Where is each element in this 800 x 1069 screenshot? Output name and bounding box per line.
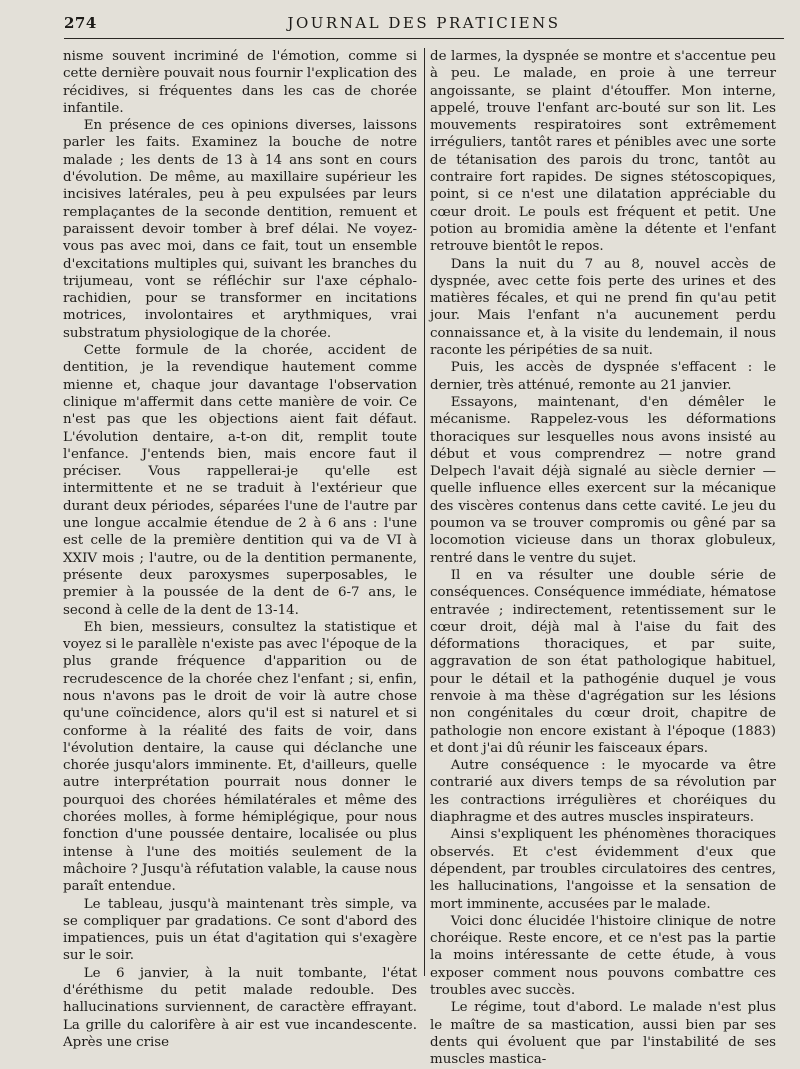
- paragraph: Ainsi s'expliquent les phénomènes thoraciques observés. Et c'est évidemment d'eux que dépendent, par troubles circulatoires des centres, les hallucinations, l'angoisse et la sensation de mort imminente, accusées par le malade.: [430, 827, 776, 912]
- paragraph: Le régime, tout d'abord. Le malade n'est plus le maître de sa mastication, aussi bien par ses dents qui évoluent que par l'instabilité de ses muscles mastica-: [430, 1000, 776, 1068]
- right-column: [430, 48, 776, 1068]
- paragraph: Il en va résulter une double série de conséquences. Conséquence immédiate, hématose entravée ; indirectement, retentissement sur le cœur droit, déjà mal à l'aise du fait des déformations thoraciques, et par suite, aggravation de son état pathologique habituel, pour le détail et la pathogénie duquel je vous renvoie à ma thèse d'agrégation sur les lésions non congénitales du cœur droit, chapitre de pathologie non encore existant à l'époque (1883) et dont j'ai dû réunir les faisceaux épars.: [430, 567, 776, 756]
- paragraph: Dans la nuit du 7 au 8, nouvel accès de dyspnée, avec cette fois perte des urines et des matières fécales, et qui ne prend fin qu'au petit jour. Mais l'enfant n'a aucunement perdu connaissance et, à la visite du lendemain, il nous raconte les péripéties de sa nuit.: [430, 256, 776, 359]
- paragraph: Essayons, maintenant, d'en démêler le mécanisme. Rappelez-vous les déformations thoraciques sur lesquelles nous avons insisté au début et vous comprendrez — notre grand Delpech l'avait déjà signalé au siècle dernier — quelle influence elles exercent sur la mécanique des viscères contenus dans cette cavité. Le jeu du poumon va se trouver compromis ou gêné par sa locomotion vicieuse dans un thorax globuleux, rentré dans le ventre du sujet.: [430, 394, 776, 566]
- paragraph: En présence de ces opinions diverses, laissons parler les faits. Examinez la bouche de notre malade ; les dents de 13 à 14 ans sont en cours d'évolution. De même, au maxillaire supérieur les incisives latérales, peu à peu expulsées par leurs remplaçantes de la seconde dentition, remuent et paraissent devoir tomber à bref délai. Ne voyez-vous pas avec moi, dans ce fait, tout un ensemble d'excitations multiples qui, suivant les branches du trijumeau, vont se réfléchir sur l'axe céphalo-rachidien, pour se transformer en incitations motrices, involontaires et arythmiques, vrai substratum physiologique de la chorée.: [63, 118, 417, 341]
- left-column: [63, 48, 417, 1050]
- paragraph: nisme souvent incriminé de l'émotion, comme si cette dernière pouvait nous fournir l'explication des récidives, si fréquentes dans les cas de chorée infantile.: [63, 49, 417, 116]
- header-rule: [64, 38, 784, 39]
- paragraph: Eh bien, messieurs, consultez la statistique et voyez si le parallèle n'existe pas avec l'époque de la plus grande fréquence d'apparition ou de recrudescence de la chorée chez l'enfant ; si, enfin, nous n'avons pas le droit de voir là autre chose qu'une coïncidence, alors qu'il est si naturel et si conforme à la réalité des faits de voir, dans l'évolution dentaire, la cause qui déclanche une chorée jusqu'alors imminente. Et, d'ailleurs, quelle autre interprétation pourrait nous donner le pourquoi des chorées hémilatérales et même des chorées molles, à forme hémiplégique, pour nous fonction d'une poussée dentaire, localisée ou plus intense à l'une des moitiés seulement de la mâchoire ? Jusqu'à réfutation valable, la cause nous paraît entendue.: [63, 619, 417, 895]
- paragraph: Le 6 janvier, à la nuit tombante, l'état d'éréthisme du petit malade redouble. Des hallucinations surviennent, de caractère effrayant. La grille du calorifère à air est vue incandescente. Après une crise: [63, 965, 417, 1050]
- paragraph: Cette formule de la chorée, accident de dentition, je la revendique hautement comme mienne et, chaque jour davantage l'observation clinique m'affermit dans cette manière de voir. Ce n'est pas que les objections aient fait défaut. L'évolution dentaire, a-t-on dit, remplit toute l'enfance. J'entends bien, mais encore faut il préciser. Vous rappellerai-je qu'elle est intermittente et ne se traduit à l'extérieur que durant deux périodes, séparées l'une de l'autre par une longue accalmie étendue de 2 à 6 ans : l'une est celle de la première dentition qui va de VI à XXIV mois ; l'autre, ou de la dentition permanente, présente deux paroxysmes superposables, le premier à la poussée de la dent de 6-7 ans, le second à celle de la dent de 13-14.: [63, 343, 417, 618]
- page-number: 274: [64, 14, 97, 32]
- journal-title: JOURNAL DES PRATICIENS: [287, 14, 561, 32]
- paragraph: Le tableau, jusqu'à maintenant très simple, va se compliquer par gradations. Ce sont d'abord des impatiences, puis un état d'agitation qui s'exagère sur le soir.: [63, 896, 417, 964]
- column-divider: [424, 48, 425, 976]
- running-header: [64, 10, 784, 36]
- paragraph: Puis, les accès de dyspnée s'effacent : le dernier, très atténué, remonte au 21 janvier.: [430, 360, 776, 393]
- paragraph: Autre conséquence : le myocarde va être contrarié aux divers temps de sa révolution par les contractions irrégulières et choréiques du diaphragme et des autres muscles inspirateurs.: [430, 758, 776, 826]
- paragraph: de larmes, la dyspnée se montre et s'accentue peu à peu. Le malade, en proie à une terreur angoissante, se plaint d'étouffer. Mon interne, appelé, trouve l'enfant arc-bouté sur son lit. Les mouvements respiratoires sont extrêmement irréguliers, tantôt rares et pénibles avec une sorte de tétanisation des parois du tronc, tantôt au contraire fort rapides. De signes stétoscopiques, point, si ce n'est une dilatation appréciable du cœur droit. Le pouls est fréquent et petit. Une potion au bromidia amène la détente et l'enfant retrouve bientôt le repos.: [430, 49, 776, 255]
- paragraph: Voici donc élucidée l'histoire clinique de notre choréique. Reste encore, et ce n'est pas la partie la moins intéressante de cette étude, à vous exposer comment nous pouvons combattre ces troubles avec succès.: [430, 913, 776, 999]
